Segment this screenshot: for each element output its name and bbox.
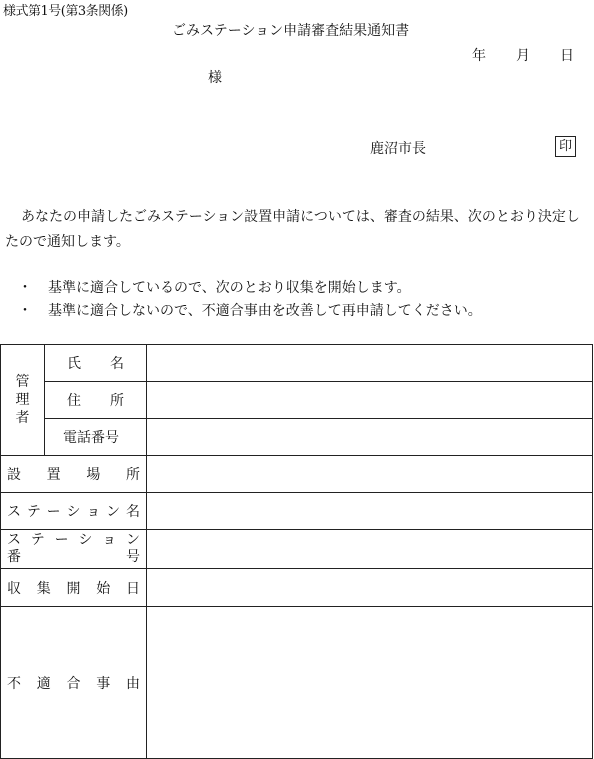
location-field[interactable] [147,456,593,493]
reason-label: 不 適 合 事 由 [1,607,147,759]
phone-label: 電話番号 [45,419,147,456]
option-approved [18,277,411,297]
addressee-suffix: 様 [208,70,222,86]
station-name-label: ス テ ー シ ョ ン 名 [1,493,147,530]
location-label: 設 置 場 所 [1,456,147,493]
option-text: 基準に適合しないので、不適合事由を改善して再申請してください。 [48,303,482,319]
reason-field[interactable] [147,607,593,759]
date-day-label: 日 [560,48,574,64]
station-number-field[interactable] [147,530,593,569]
name-field[interactable] [147,345,593,382]
address-label: 住 所 [45,382,147,419]
option-bullet: ・ [18,280,32,296]
name-label: 氏 名 [45,345,147,382]
seal-stamp: 印 [555,136,576,157]
document-title: ごみステーション申請審査結果通知書 [172,23,410,39]
manager-label: 管 理 者 [1,345,45,456]
option-text: 基準に適合しているので、次のとおり収集を開始します。 [48,280,411,296]
date-month-label: 月 [516,48,530,64]
station-name-field[interactable] [147,493,593,530]
date-line [472,45,574,65]
phone-field[interactable] [147,419,593,456]
details-table [0,344,593,759]
option-rejected [18,300,482,320]
issuer-name: 鹿沼市長 [370,141,426,157]
start-date-label: 収 集 開 始 日 [1,569,147,607]
address-field[interactable] [147,382,593,419]
date-year-label: 年 [472,48,486,64]
option-bullet: ・ [18,303,32,319]
notice-body: あなたの申請したごみステーション設置申請については、審査の結果、次のとおり決定したので通知します。 [5,209,580,250]
station-number-label: ス テ ー シ ョ ン 番 号 [1,530,147,569]
form-number: 様式第1号(第3条関係) [3,4,128,19]
start-date-field[interactable] [147,569,593,607]
